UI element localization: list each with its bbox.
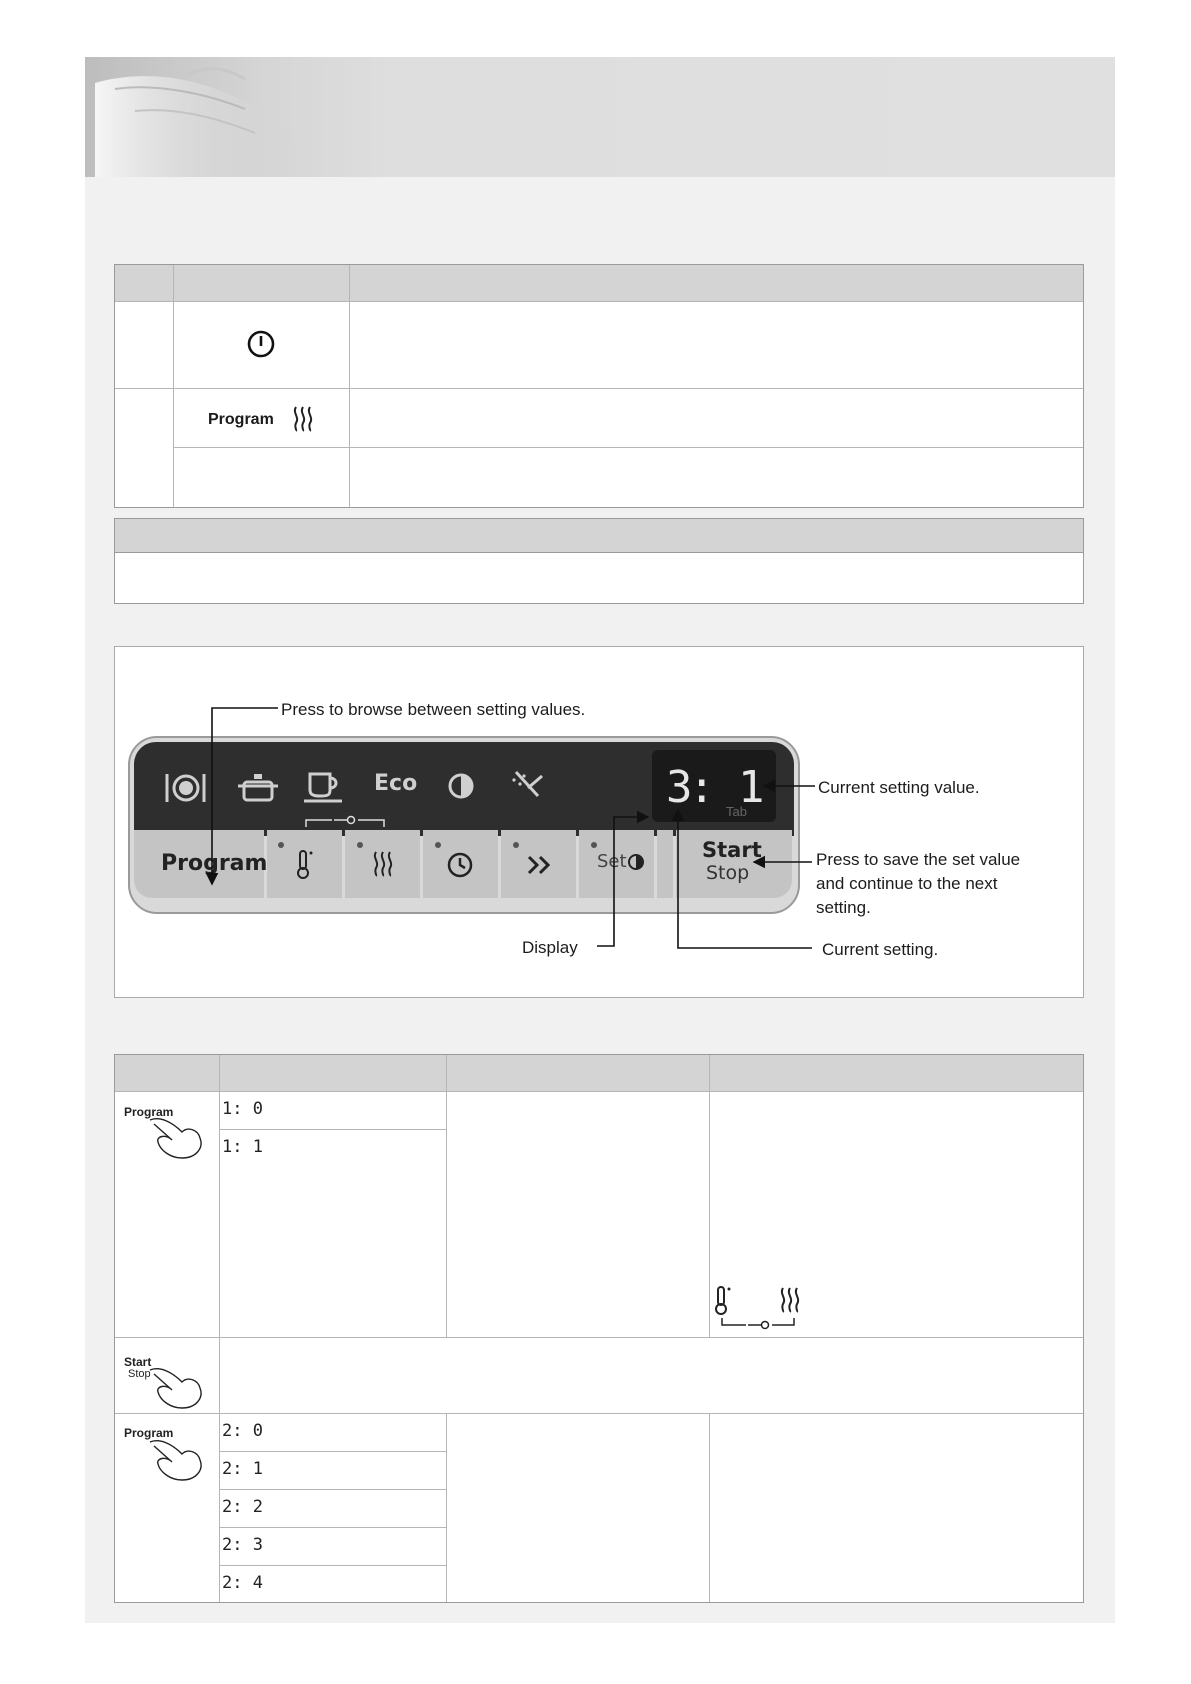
press-hand-icon xyxy=(146,1362,206,1410)
set-label: Set xyxy=(597,851,627,872)
display-value-2-3: 2: 3 xyxy=(222,1535,263,1555)
display-value: 1 xyxy=(738,762,765,813)
stop-label: Stop xyxy=(706,862,750,884)
press-hand-icon xyxy=(146,1112,206,1160)
program-press-label: Program xyxy=(124,1105,174,1119)
start-label: Start xyxy=(702,838,762,862)
program-button-label: Program xyxy=(161,851,268,876)
steam-icon xyxy=(778,1286,802,1314)
browse-annotation: Press to browse between setting values. xyxy=(281,700,586,719)
stop-press-label: Stop xyxy=(128,1368,151,1380)
display-value-1-0: 1: 0 xyxy=(222,1099,263,1119)
save-annotation-line1: Press to save the set value xyxy=(816,850,1021,869)
eco-label: Eco xyxy=(374,771,418,796)
display-sub-label: Tab xyxy=(726,804,747,819)
display-value-2-1: 2: 1 xyxy=(222,1459,263,1479)
display-annotation: Display xyxy=(522,938,578,957)
save-annotation-line2: and continue to the next xyxy=(816,874,998,893)
current-value-annotation: Current setting value. xyxy=(818,778,980,797)
press-hand-icon xyxy=(146,1434,206,1482)
settings-table-header xyxy=(115,1055,1083,1091)
program-press-label: Program xyxy=(124,1426,174,1440)
save-annotation-line3: setting. xyxy=(816,898,871,917)
display-value-2-0: 2: 0 xyxy=(222,1421,263,1441)
program-button-label: Program xyxy=(208,411,274,428)
display-value-2-4: 2: 4 xyxy=(222,1573,263,1593)
display-setting: 3: xyxy=(666,762,711,813)
temperature-icon xyxy=(712,1284,734,1316)
child-lock-icon xyxy=(720,1316,796,1332)
start-press-label: Start xyxy=(124,1355,152,1369)
display-value-1-1: 1: 1 xyxy=(222,1137,263,1157)
current-setting-annotation: Current setting. xyxy=(822,940,939,959)
display-value-2-2: 2: 2 xyxy=(222,1497,263,1517)
